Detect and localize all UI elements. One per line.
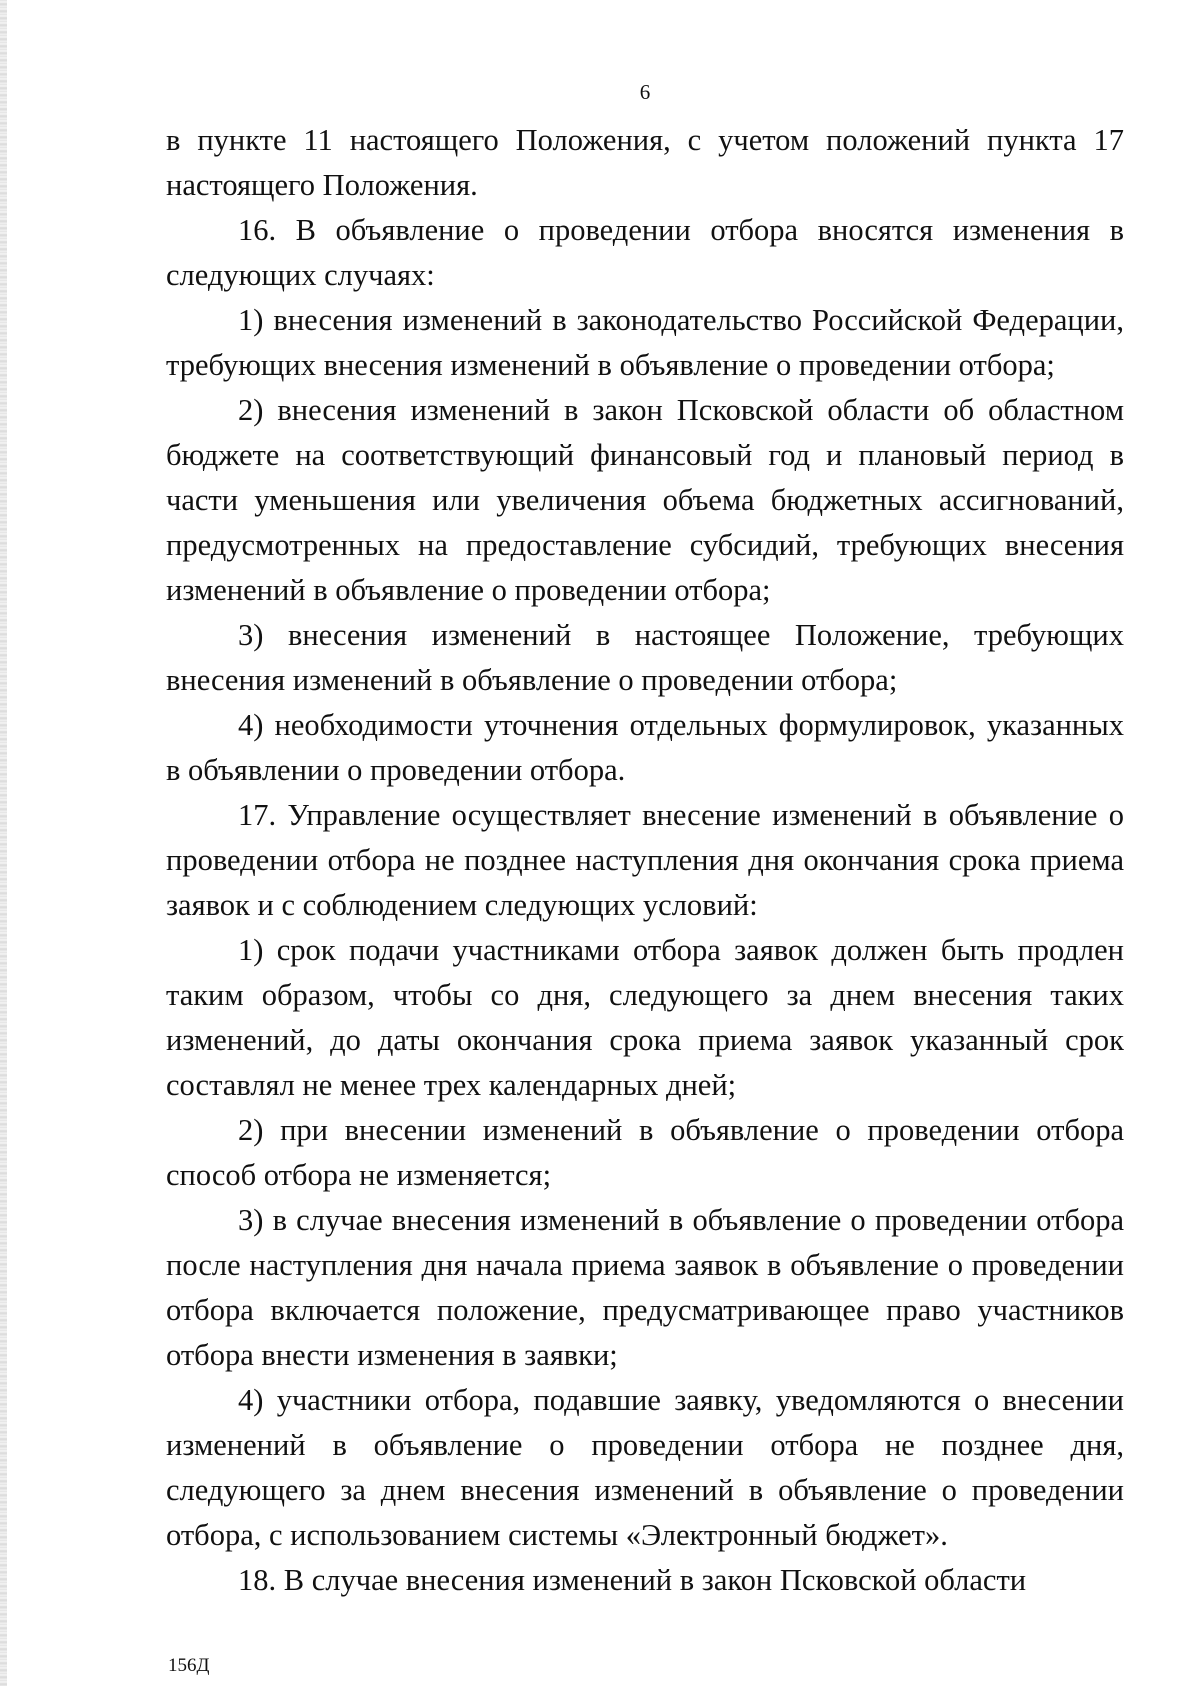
paragraph-16-item-4: 4) необходимости уточнения отдельных формулировок, указанных в объявлении о проведении отбора. xyxy=(166,708,1124,787)
document-body xyxy=(166,118,1124,1603)
document-code: 156Д xyxy=(168,1655,210,1676)
paragraph-16: 16. В объявление о проведении отбора вносятся изменения в следующих случаях: xyxy=(166,213,1124,292)
paragraph-17-item-4: 4) участники отбора, подавшие заявку, уведомляются о внесении изменений в объявление о проведении отбора не позднее дня, следующего за днем внесения изменений в объявление о проведении отбора, с использованием системы «Электронный бюджет». xyxy=(166,1383,1124,1552)
paragraph-16-item-2: 2) внесения изменений в закон Псковской области об областном бюджете на соответствующий финансовый год и плановый период в части уменьшения или увеличения объема бюджетных ассигнований, предусмотренных на предоставление субсидий, требующих внесения изменений в объявление о проведении отбора; xyxy=(166,393,1124,607)
page-number: 6 xyxy=(639,80,651,104)
paragraph-16-item-3: 3) внесения изменений в настоящее Положение, требующих внесения изменений в объявление о проведении отбора; xyxy=(166,618,1124,697)
paragraph-17-item-3: 3) в случае внесения изменений в объявление о проведении отбора после наступления дня начала приема заявок в объявление о проведении отбора включается положение, предусматривающее право участников отбора внести изменения в заявки; xyxy=(166,1203,1124,1372)
paragraph-17-item-1: 1) срок подачи участниками отбора заявок должен быть продлен таким образом, чтобы со дня, следующего за днем внесения таких изменений, до даты окончания срока приема заявок указанный срок составлял не менее трех календарных дней; xyxy=(166,933,1124,1102)
paragraph-17-item-2: 2) при внесении изменений в объявление о проведении отбора способ отбора не изменяется; xyxy=(166,1113,1124,1192)
paragraph-16-item-1: 1) внесения изменений в законодательство Российской Федерации, требующих внесения изменений в объявление о проведении отбора; xyxy=(166,303,1124,382)
paragraph-continuation: в пункте 11 настоящего Положения, с учетом положений пункта 17 настоящего Положения. xyxy=(166,123,1124,202)
paragraph-18: 18. В случае внесения изменений в закон Псковской области xyxy=(238,1563,1027,1597)
scan-edge xyxy=(0,0,7,1686)
paragraph-17: 17. Управление осуществляет внесение изменений в объявление о проведении отбора не позднее наступления дня окончания срока приема заявок и с соблюдением следующих условий: xyxy=(166,798,1124,922)
